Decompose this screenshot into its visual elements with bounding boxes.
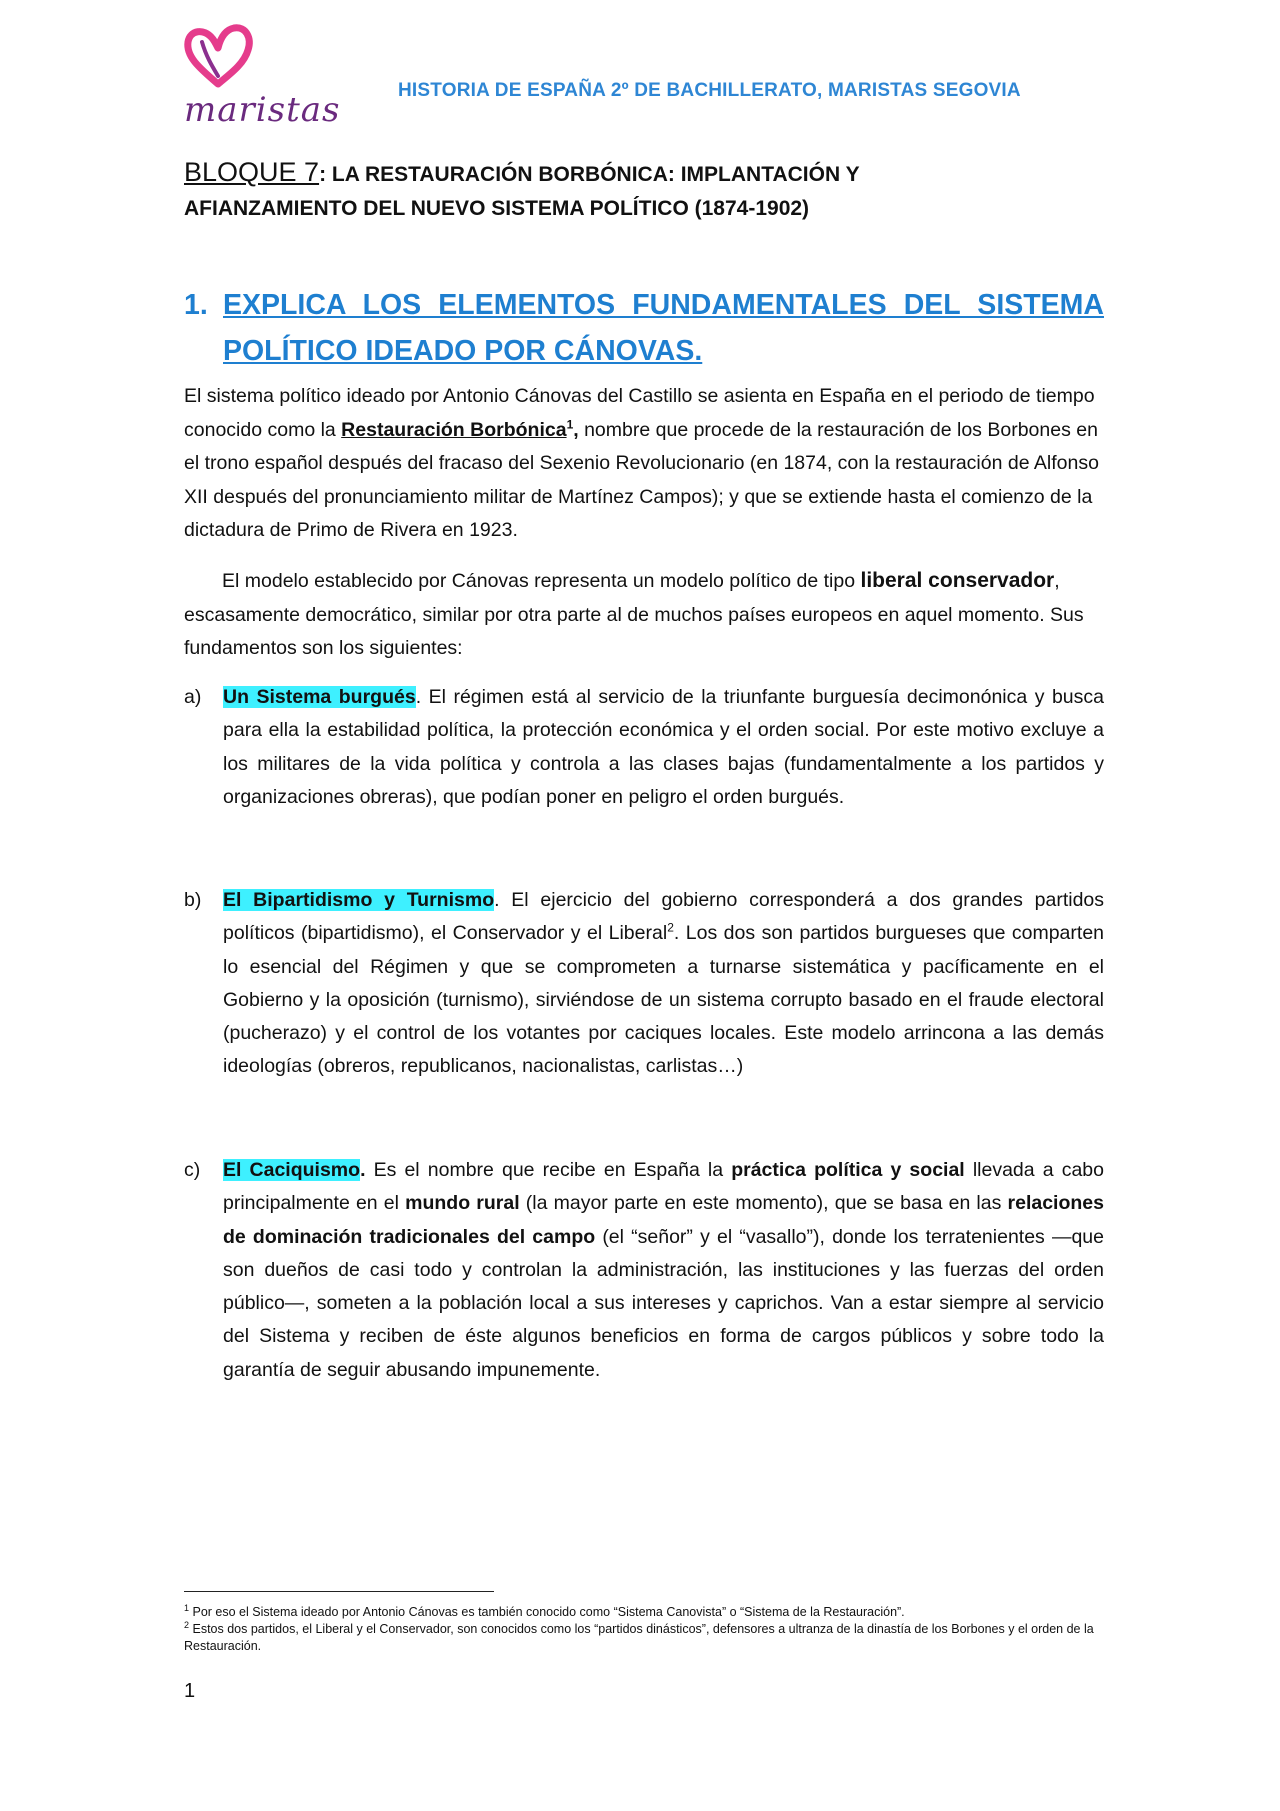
highlight-bipartidismo: El Bipartidismo y Turnismo	[223, 889, 495, 911]
section-heading	[184, 282, 1104, 374]
footnote-1-ref: 1	[184, 1602, 190, 1613]
list-item-label: b)	[184, 889, 202, 911]
footnote-ref-2[interactable]: 2	[667, 920, 674, 935]
paragraph-intro	[184, 380, 1104, 548]
list-item-label: a)	[184, 686, 202, 708]
list-item-text-3: (la mayor parte en este momento), que se basa en las	[519, 1192, 1008, 1215]
list-item-text: . El ejercicio del gobierno corresponderá a dos grandes partidos políticos (bipartidismo), el Conservador y el Liberal	[223, 889, 1105, 945]
list-item-text-4: (el “señor” y el “vasallo”), donde los terratenientes —que son dueños de casi todo y controlan la administración, las instituciones y las fuerzas del orden público—, someten a la población local a sus intereses y caprichos. Van a estar siempre al servicio del Sistema y reciben de éste algunos beneficios en forma de cargos públicos y sobre todo la garantía de seguir abusando impunemente.	[223, 1225, 1104, 1381]
footnote-divider	[184, 1591, 494, 1592]
logo-wordmark: maristas	[184, 90, 341, 130]
section-title: EXPLICA LOS ELEMENTOS FUNDAMENTALES DEL SISTEMA POLÍTICO IDEADO POR CÁNOVAS.	[223, 289, 1104, 367]
header-title: HISTORIA DE ESPAÑA 2º DE BACHILLERATO, MARISTAS SEGOVIA	[398, 80, 1021, 101]
footnote-1	[184, 1604, 1104, 1621]
paragraph-intro-comma: ,	[573, 418, 579, 441]
bloque-label: BLOQUE 7	[184, 157, 320, 187]
list-item	[184, 681, 1104, 814]
bloque-heading-line2: AFIANZAMIENTO DEL NUEVO SISTEMA POLÍTICO (1874-1902)	[184, 197, 810, 220]
paragraph-model	[184, 564, 1104, 666]
footnote-1-text: Por eso el Sistema ideado por Antonio Cánovas es también conocido como “Sistema Canovista” o “Sistema de la Restauración”.	[189, 1605, 905, 1619]
list-item-label: c)	[184, 1159, 201, 1181]
list-item-text: . El régimen está al servicio de la triunfante burguesía decimonónica y busca para ella la estabilidad política, la protección económica y el orden social. Por este motivo excluye a los militares de la vida política y controla a las clases bajas (fundamentalmente a los partidos y organizaciones obreras), que podían poner en peligro el orden burgués.	[223, 686, 1104, 808]
footnotes	[184, 1604, 1104, 1655]
footnote-2	[184, 1621, 1104, 1655]
list-item-text-2: llevada a cabo principalmente en el	[223, 1159, 1104, 1215]
maristas-logo	[178, 22, 341, 130]
list-item-text-end: ), sirviéndose de un sistema corrupto basado en el fraude electoral (pucherazo) y el control de los votantes por caciques locales. Este modelo arrincona a las demás ideologías (obreros, republicanos, nacionalistas, carlistas…)	[223, 988, 1104, 1078]
highlight-caciquismo: El Caciquismo	[223, 1159, 361, 1181]
section-number: 1.	[184, 289, 208, 321]
bloque-heading	[184, 155, 1084, 226]
list-item-text: Es el nombre que recibe en España la	[365, 1159, 732, 1181]
paragraph-intro-text: El sistema político ideado por Antonio Cánovas del Castillo se asienta en España en el periodo de tiempo conocido como la	[184, 385, 1095, 441]
footnote-ref-1[interactable]: 1	[566, 417, 574, 431]
paragraph-model-rest: , escasamente democrático, similar por otra parte al de muchos países europeos en aquel momento. Sus fundamentos son los siguientes:	[184, 570, 1084, 659]
restauracion-term: Restauración Borbónica	[341, 418, 567, 441]
highlight-dot: .	[360, 1159, 366, 1181]
list-item	[184, 1154, 1104, 1387]
bloque-heading-line1: LA RESTAURACIÓN BORBÓNICA: IMPLANTACIÓN Y	[326, 163, 860, 186]
list-item	[184, 884, 1104, 1084]
footnote-2-text: Estos dos partidos, el Liberal y el Conservador, son conocidos como los “partidos dinásticos”, defensores a ultranza de la dinastía de los Borbones y el orden de la Restauración.	[184, 1622, 1094, 1653]
paragraph-intro-rest: nombre que procede de la restauración de los Borbones en el trono español después del fracaso del Sexenio Revolucionario (en 1874, con la restauración de Alfonso XII después del pronunciamiento militar de Martínez Campos); y que se extiende hasta el comienzo de la dictadura de Primo de Rivera en 1923.	[184, 418, 1099, 541]
highlight-sistema-burgues: Un Sistema burgués	[223, 686, 416, 708]
page-number: 1	[184, 1680, 196, 1702]
bold-mundo-rural: mundo rural	[405, 1192, 520, 1215]
bold-relaciones-dominacion: relaciones de dominación tradicionales del campo	[223, 1192, 1104, 1248]
footnote-2-ref: 2	[184, 1619, 190, 1630]
bloque-colon: :	[319, 163, 327, 186]
liberal-conservador-term: liberal conservador	[860, 569, 1055, 592]
paragraph-model-text: El modelo establecido por Cánovas representa un modelo político de tipo	[222, 570, 861, 592]
bold-practica-politica: práctica política y social	[731, 1159, 965, 1181]
list-item-text-cont: . Los dos son partidos burgueses que comparten lo esencial del Régimen y que se comprometen a turnarse sistemática y pacíficamente en el Gobierno y la oposición (turnismo	[223, 922, 1105, 1011]
heart-icon	[178, 22, 258, 92]
